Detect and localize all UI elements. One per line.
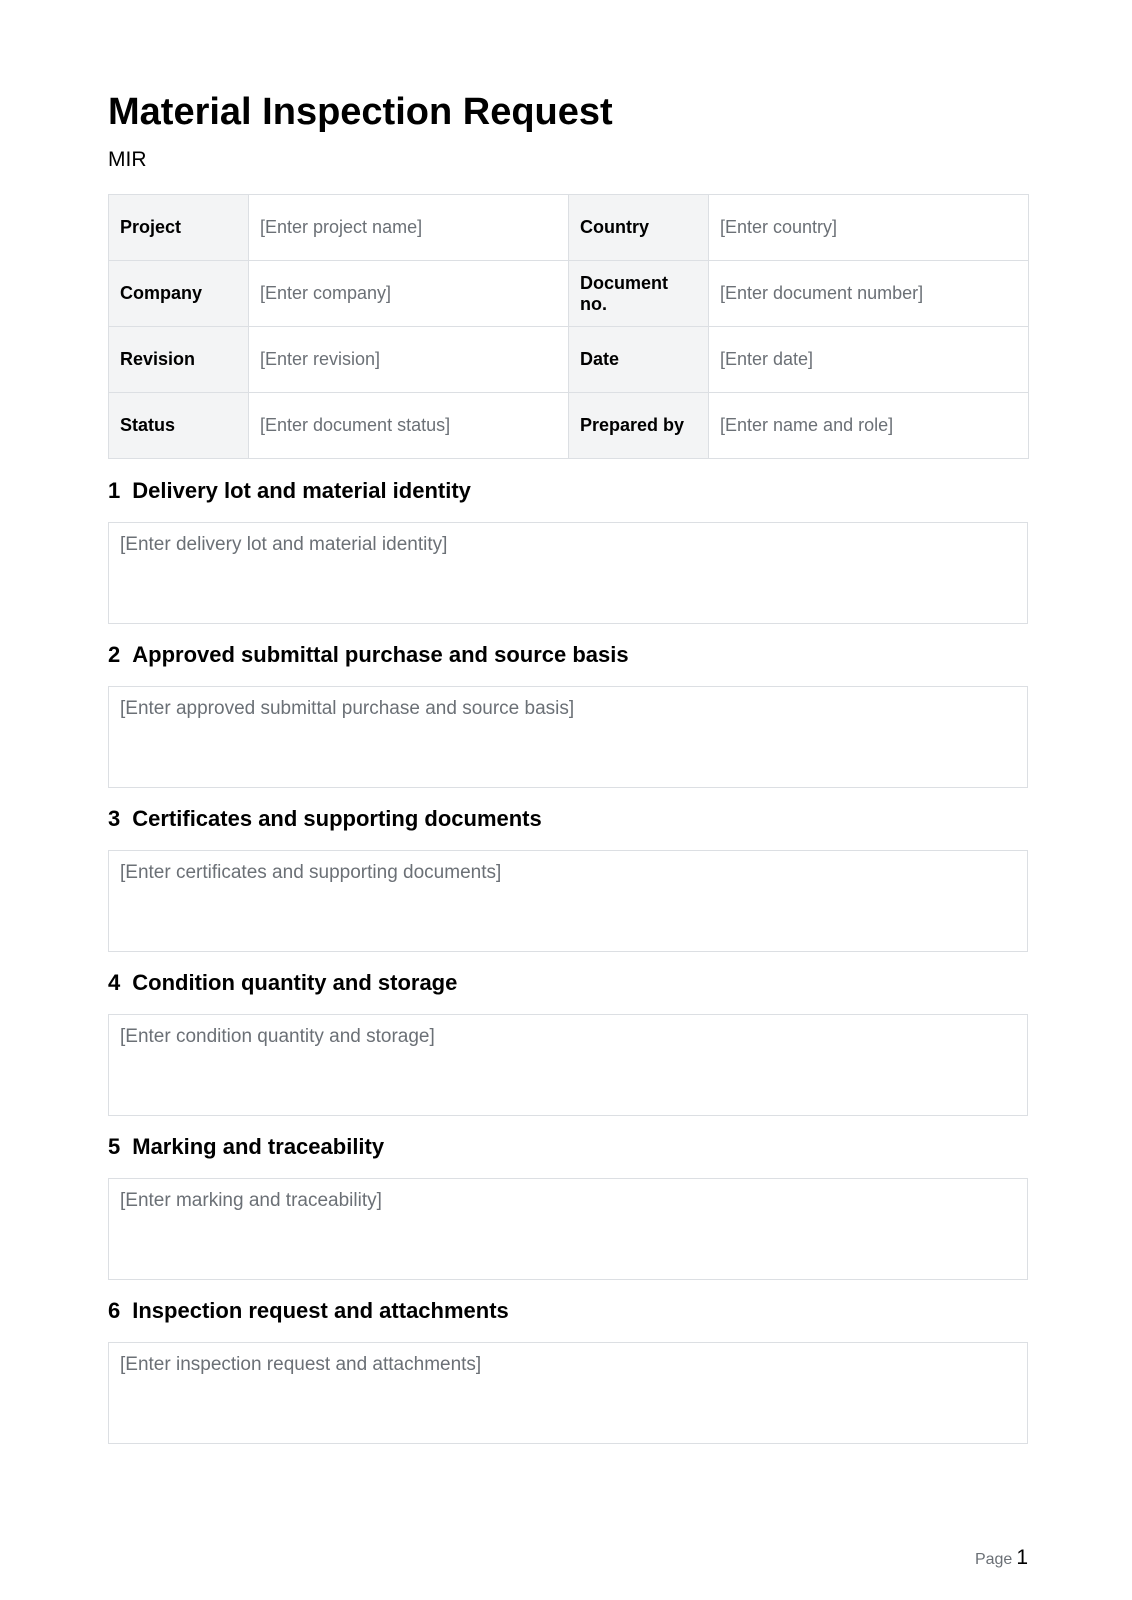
- project-label: Project: [109, 195, 249, 261]
- document-subtitle: MIR: [108, 148, 147, 171]
- status-label: Status: [109, 393, 249, 459]
- revision-label: Revision: [109, 327, 249, 393]
- country-label: Country: [569, 195, 709, 261]
- section-number: 5: [108, 1134, 121, 1159]
- page-footer: [868, 1546, 1028, 1572]
- delivery-lot-field[interactable]: [Enter delivery lot and material identity]: [108, 522, 1028, 624]
- section-heading-delivery-lot: [108, 478, 471, 504]
- info-row: [109, 327, 1029, 393]
- section-title: Inspection request and attachments: [132, 1298, 509, 1323]
- company-label: Company: [109, 261, 249, 327]
- page-label: Page: [974, 1551, 1013, 1568]
- company-field[interactable]: [Enter company]: [249, 261, 569, 327]
- section-number: 2: [108, 642, 121, 667]
- section-number: 1: [108, 478, 121, 503]
- document-title: Material Inspection Request: [108, 91, 613, 133]
- date-label: Date: [569, 327, 709, 393]
- prepared-by-field[interactable]: [Enter name and role]: [709, 393, 1029, 459]
- revision-field[interactable]: [Enter revision]: [249, 327, 569, 393]
- section-title: Approved submittal purchase and source basis: [132, 642, 629, 667]
- section-number: 6: [108, 1298, 121, 1323]
- country-field[interactable]: [Enter country]: [709, 195, 1029, 261]
- condition-field[interactable]: [Enter condition quantity and storage]: [108, 1014, 1028, 1116]
- info-row: [109, 195, 1029, 261]
- section-title: Certificates and supporting documents: [132, 806, 542, 831]
- section-title: Condition quantity and storage: [132, 970, 458, 995]
- section-heading-approved-submittal: [108, 642, 629, 668]
- section-title: Delivery lot and material identity: [132, 478, 471, 503]
- document-info-table: [108, 194, 1029, 459]
- section-heading-condition: [108, 970, 457, 996]
- inspection-request-field[interactable]: [Enter inspection request and attachments]: [108, 1342, 1028, 1444]
- marking-field[interactable]: [Enter marking and traceability]: [108, 1178, 1028, 1280]
- prepared-by-label: Prepared by: [569, 393, 709, 459]
- info-row: [109, 393, 1029, 459]
- date-field[interactable]: [Enter date]: [709, 327, 1029, 393]
- page-number: 1: [1016, 1546, 1028, 1569]
- section-heading-certificates: [108, 806, 542, 832]
- approved-submittal-field[interactable]: [Enter approved submittal purchase and source basis]: [108, 686, 1028, 788]
- section-title: Marking and traceability: [132, 1134, 385, 1159]
- section-heading-inspection-request: [108, 1298, 509, 1324]
- section-number: 3: [108, 806, 121, 831]
- certificates-field[interactable]: [Enter certificates and supporting documents]: [108, 850, 1028, 952]
- info-row: [109, 261, 1029, 327]
- project-field[interactable]: [Enter project name]: [249, 195, 569, 261]
- document-number-field[interactable]: [Enter document number]: [709, 261, 1029, 327]
- status-field[interactable]: [Enter document status]: [249, 393, 569, 459]
- section-number: 4: [108, 970, 121, 995]
- document-number-label: Document no.: [569, 261, 709, 327]
- section-heading-marking: [108, 1134, 384, 1160]
